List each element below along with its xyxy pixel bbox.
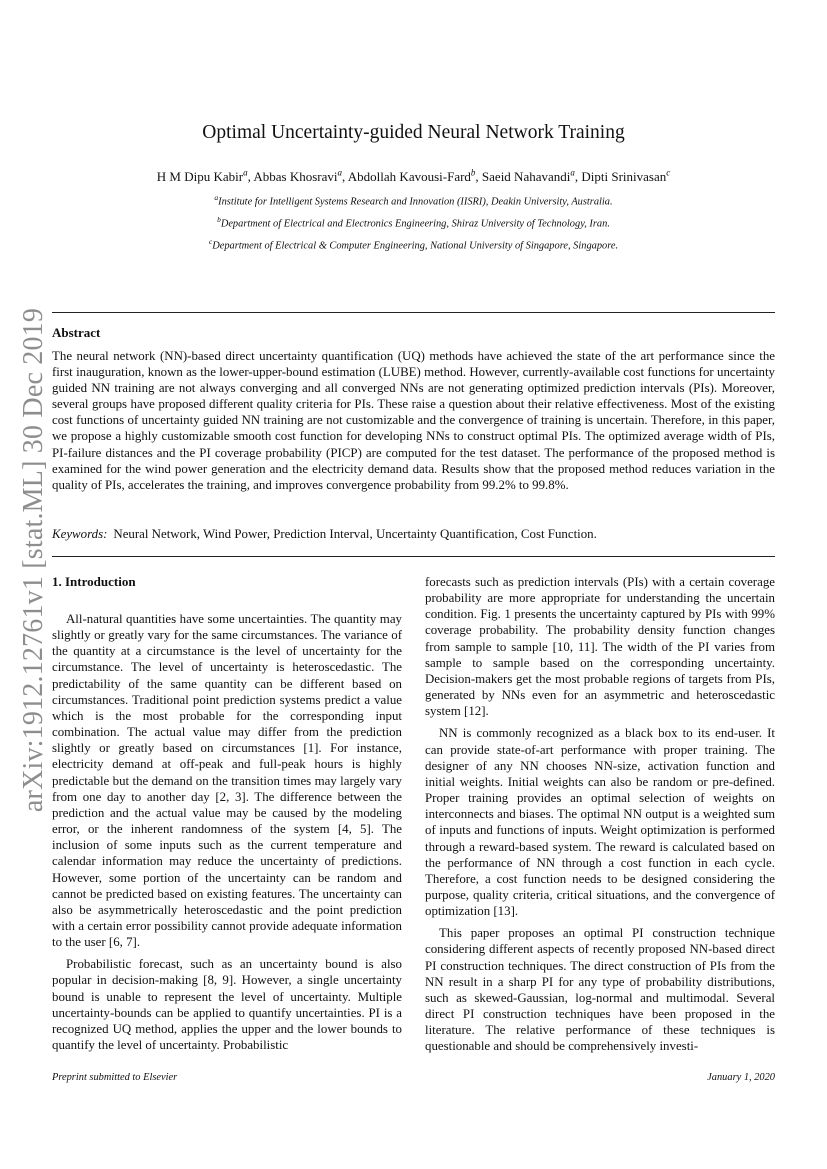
paragraph: This paper proposes an optimal PI construction technique considering different aspects of recently proposed NN-based direct PI construction techniques. The direct construction of PIs from the NN result in a sharp PI for any type of probability distributions, such as skewed-Gaussian, log-normal and multimodal. Several direct PI construction techniques have been proposed in the literature. The relative performance of these techniques is questionable and should be comprehensively investi- (425, 926, 775, 1054)
abstract-heading: Abstract (52, 325, 101, 340)
arxiv-identifier: arXiv:1912.12761v1 [stat.ML] 30 Dec 2019 (18, 307, 49, 813)
affiliation: $^c$Department of Electrical & Computer Engineering, National University of Singapore, Singapore. (208, 237, 619, 252)
affiliation: $^b$Department of Electrical and Electronics Engineering, Shiraz University of Technology, Iran. (217, 215, 610, 230)
left-column (52, 611, 402, 1053)
keywords (52, 527, 775, 542)
keywords-label: Keywords: (52, 527, 108, 541)
paragraph: All-natural quantities have some uncertainties. The quantity may slightly or greatly vary for the same circumstances. The variance of the quantity at a circumstance is the level of uncertainty for the circumstance. The level of uncertainty is heteroscedastic. The predictability of the same quantity can be different based on circumstances. Traditional point prediction systems predict a value which is the most probable for the corresponding input combination. The actual value may differ from the prediction slightly or greatly based on circumstances [1]. For instance, electricity demand at off-peak and full-peak hours is highly predictable but the demand on the transition times may largely vary from one day to another day [2, 3]. The difference between the prediction and the actual value may be caused by the modeling error, or the inherent randomness of the system [4, 5]. The inclusion of some inputs such as the current temperature and calendar information may reduce the uncertainty of predictions. However, some portion of the uncertainty can be random and cannot be predicted based on existing features. The uncertainty can also be asymmetrically heteroscedastic and the point prediction with a certain error possibility cannot provide adequate information to the user [6, 7]. (52, 612, 402, 950)
abstract-text: The neural network (NN)-based direct uncertainty quantification (UQ) methods have achieved the state of the art performance since the first inauguration, known as the lower-upper-bound estimation (LUBE) method. However, currently-available cost functions for uncertainty guided NN training are not always converging and all converged NNs are not generating optimized prediction intervals (PIs). Moreover, several groups have proposed different quality criteria for PIs. These raise a question about their relative effectiveness. Most of the existing cost functions of uncertainty guided NN training are not customizable and the convergence of training is uncertain. Therefore, in this paper, we propose a highly customizable smooth cost function for developing NNs to construct optimal PIs. The optimized average width of PIs, PI-failure distances and the PI coverage probability (PICP) are computed for the test dataset. The performance of the proposed method is examined for the wind power generation and the electricity demand data. Results show that the proposed method reduces variation in the quality of PIs, accelerates the training, and improves convergence probability from 99.2% to 99.8%. (52, 349, 775, 492)
paper-title: Optimal Uncertainty-guided Neural Network Training (202, 122, 625, 143)
keywords-text: Neural Network, Wind Power, Prediction Interval, Uncertainty Quantification, Cost Function. (113, 527, 597, 541)
divider (52, 556, 775, 557)
affiliation: $^a$Institute for Intelligent Systems Research and Innovation (IISRI), Deakin University, Australia. (214, 193, 613, 208)
author: H M Dipu Kabir$^a$, (156, 168, 254, 185)
paragraph: NN is commonly recognized as a black box to its end-user. It can provide state-of-art performance with proper training. The designer of any NN chooses NN-size, activation function and initial weights. Initial weights can also be random or pre-defined. Proper training provides an optimal selection of weights on interconnects and biases. The optimal NN output is a weighted sum of inputs and functions of inputs. Weight optimization is performed through a reward-based system. The reward is calculated based on the performance of NN through a cost function in each cycle. Therefore, a cost function needs to be designed considering the purpose, quality criteria, critical situations, and the convergence of optimization [13]. (425, 726, 775, 919)
author: Abbas Khosravi$^a$, (253, 168, 348, 185)
paragraph: forecasts such as prediction intervals (PIs) with a certain coverage probability are more appropriate for understanding the uncertain condition. Fig. 1 presents the uncertainty captured by PIs with 99% coverage probability. The probability density function changes from sample to sample [10, 11]. The width of the PI varies from sample to sample based on the corresponding uncertainty. Decision-makers get the most probable regions of targets from PIs, generated by NNs even for an asymmetric and heteroscedastic system [12]. (425, 575, 775, 719)
divider (52, 312, 775, 313)
paragraph: Probabilistic forecast, such as an uncertainty bound is also popular in decision-making [8, 9]. However, a single uncertainty bound is unable to represent the level of uncertainty. Multiple uncertainty-bounds can be applied to quantify uncertainties. PI is a recognized UQ method, applies the upper and the lower bounds to quantify the level of uncertainty. Probabilistic (52, 957, 402, 1053)
author: Abdollah Kavousi-Fard$^b$, (347, 168, 482, 185)
footer-preprint-note: Preprint submitted to Elsevier (52, 1072, 178, 1083)
author-list (0, 168, 827, 185)
author: Dipti Srinivasan$^c$ (581, 168, 671, 185)
right-column (425, 574, 775, 1055)
author: Saeid Nahavandi$^a$, (481, 168, 582, 185)
footer-date: January 1, 2020 (707, 1072, 775, 1083)
section-heading: 1. Introduction (52, 574, 136, 589)
